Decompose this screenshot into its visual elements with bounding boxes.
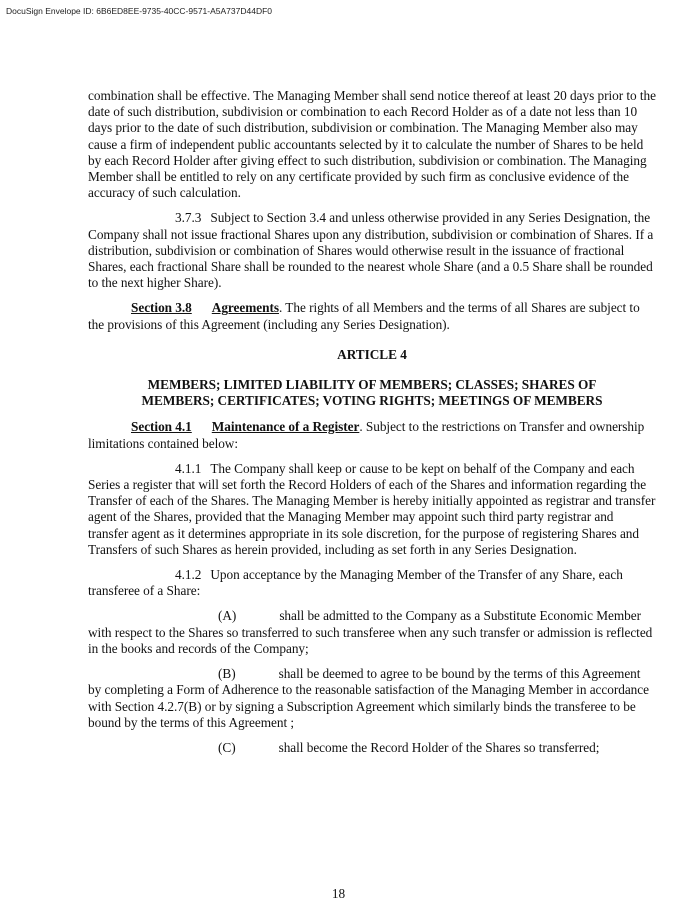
item-b-label: (B) (218, 666, 236, 682)
section-4-1-1-number: 4.1.1 (175, 460, 202, 476)
section-3-7-3-number: 3.7.3 (175, 210, 202, 226)
item-b (88, 666, 656, 731)
section-3-7-3 (88, 210, 656, 291)
section-3-7-3-text: Subject to Section 3.4 and unless otherwise provided in any Series Designation, the Company shall not issue fractional Shares upon any distribution, subdivision or combination of Shares. If a distribution, subdivision or combination of Shares would otherwise result in the issuance of fractional Shares, each fractional Share shall be rounded to the nearest whole Share (and a 0.5 Share shall be rounded to the next higher Share). (88, 210, 654, 291)
article-heading: ARTICLE 4 (337, 346, 407, 362)
article-title (88, 377, 656, 409)
item-c-label: (C) (218, 739, 236, 755)
article-title-line2: MEMBERS; CERTIFICATES; VOTING RIGHTS; MEETINGS OF MEMBERS (141, 393, 603, 409)
section-4-1-title: Maintenance of a Register (211, 419, 360, 435)
section-4-1-label: Section 4.1 (131, 419, 192, 435)
section-3-8-label: Section 3.8 (131, 300, 192, 316)
article-title-line1: MEMBERS; LIMITED LIABILITY OF MEMBERS; CLASSES; SHARES OF (147, 377, 597, 393)
item-b-text: shall be deemed to agree to be bound by the terms of this Agreement by completing a Form of Adherence to the reasonable satisfaction of the Managing Member in accordance with Section 4.2.7(B) or by signing a Subscription Agreement which similarly binds the transferee to be bound by the terms of this Agreement ; (88, 666, 649, 730)
item-a (88, 608, 656, 657)
section-4-1-1 (88, 461, 656, 558)
item-a-label: (A) (218, 608, 237, 624)
docusign-envelope-id: DocuSign Envelope ID: 6B6ED8EE-9735-40CC-9571-A5A737D44DF0 (6, 6, 273, 16)
section-4-1-1-text: The Company shall keep or cause to be kept on behalf of the Company and each Series a register that will set forth the Record Holders of each of the Shares and information regarding the Transfer of each of the Shares. The Managing Member is hereby initially appointed as registrar and transfer agent of the Shares, provided that the Managing Member may appoint such third party registrar and transfer agent as it determines appropriate in its sole discretion, for the purpose of registering Shares and Transfers of such Shares as herein provided, including as set forth in any Series Designation. (88, 460, 656, 557)
section-3-8 (88, 300, 656, 332)
paragraph-combination: combination shall be effective. The Managing Member shall send notice thereof at least 20 days prior to the date of such distribution, subdivision or combination to each Record Holder as of a date not less than 10 days prior to the date of such distribution, subdivision or combination. The Managing Member also may cause a firm of independent public accountants selected by it to calculate the number of Shares to be held by each Record Holder after giving effect to such distribution, subdivision or combination. The Managing Member shall be entitled to rely on any certificate provided by such firm as conclusive evidence of the accuracy of such calculation. (88, 88, 656, 201)
section-4-1-2 (88, 567, 656, 599)
section-4-1-2-number: 4.1.2 (175, 567, 202, 583)
item-c-text: shall become the Record Holder of the Shares so transferred; (278, 739, 600, 755)
page-number: 18 (331, 886, 346, 901)
item-c (88, 740, 656, 756)
section-4-1 (88, 419, 656, 451)
section-4-1-2-text: Upon acceptance by the Managing Member of the Transfer of any Share, each transferee of a Share: (88, 567, 623, 599)
document-body (88, 88, 656, 765)
item-a-text: shall be admitted to the Company as a Substitute Economic Member with respect to the Shares so transferred to such transferee when any such transfer or admission is reflected in the books and records of the Company; (88, 608, 653, 656)
section-3-8-text: . The rights of all Members and the terms of all Shares are subject to the provisions of this Agreement (including any Series Designation). (88, 300, 640, 332)
section-3-8-title: Agreements (211, 300, 279, 316)
section-4-1-text: . Subject to the restrictions on Transfer and ownership limitations contained below: (88, 419, 645, 451)
